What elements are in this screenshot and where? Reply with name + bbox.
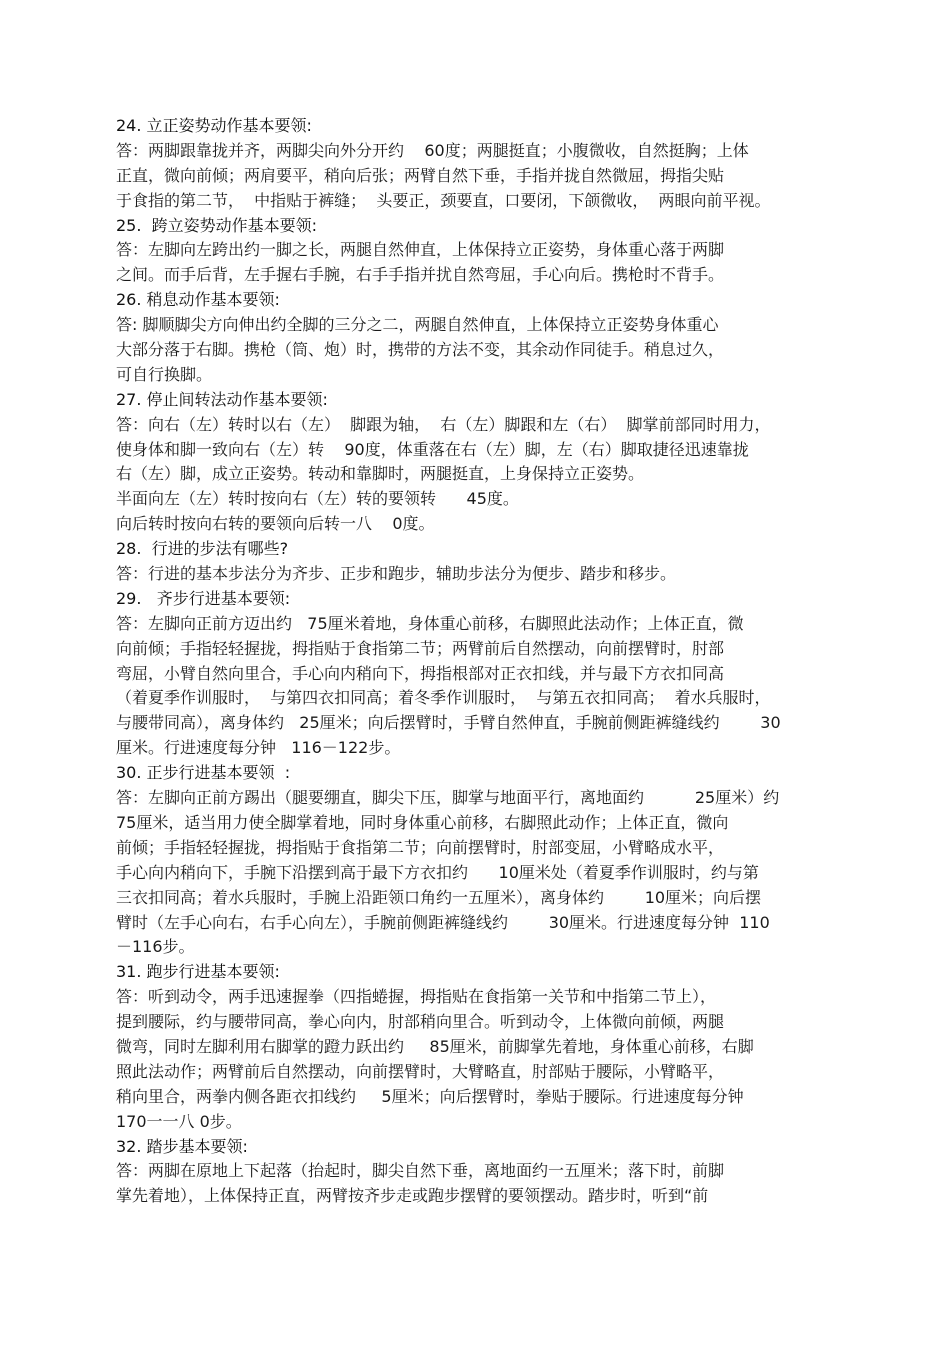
answer-line: 前倾；手指轻轻握拢，拇指贴于食指第二节；向前摆臂时，肘部变屈，小臂略成水平，	[116, 837, 725, 857]
answer-line: 稍向里合，两拳内侧各距衣扣线约 5厘米；向后摆臂时，拳贴于腰际。行进速度每分钟	[116, 1086, 744, 1106]
answer-line: 手心向内稍向下，手腕下沿摆到高于最下方衣扣约 10厘米处（着夏季作训服时，约与第	[116, 862, 759, 882]
answer-line: 半面向左（左）转时按向右（左）转的要领转 45度。	[116, 489, 519, 509]
answer-line: 微弯，同时左脚利用右脚掌的蹬力跃出约 85厘米，前脚掌先着地，身体重心前移，右脚	[116, 1036, 754, 1056]
answer-line: 与腰带同高），离身体约 25厘米；向后摆臂时，手臂自然伸直，手腕前侧距裤缝线约 30	[116, 713, 781, 733]
answer-line: 提到腰际，约与腰带同高，拳心向内，肘部稍向里合。听到动令，上体微向前倾，两腿	[116, 1012, 725, 1032]
answer-line: 向后转时按向右转的要领向后转一八 0度。	[116, 514, 435, 534]
answer-line: 答: 脚顺脚尖方向伸出约全脚的三分之二，两腿自然伸直，上体保持立正姿势身体重心	[116, 315, 719, 335]
answer-line: 可自行换脚。	[116, 364, 213, 384]
question-heading-30: 30. 正步行进基本要领 :	[116, 763, 291, 783]
answer-line: 于食指的第二节， 中指贴于裤缝； 头要正，颈要直，口要闭，下颌微收， 两眼向前平视。	[116, 190, 771, 210]
question-heading-29: 29. 齐步行进基本要领:	[116, 588, 291, 608]
question-heading-28: 28. 行进的步法有哪些?	[116, 539, 289, 559]
question-heading-27: 27. 停止间转法动作基本要领:	[116, 389, 328, 409]
answer-line: 75厘米，适当用力使全脚掌着地，同时身体重心前移，右脚照此动作；上体正直，微向	[116, 812, 729, 832]
answer-line: 掌先着地），上体保持正直，两臂按齐步走或跑步摆臂的要领摆动。踏步时，听到“前	[116, 1186, 709, 1206]
answer-line: 三衣扣同高；着水兵服时，手腕上沿距领口角约一五厘米），离身体约 10厘米；向后摆	[116, 887, 762, 907]
answer-line: 答：两脚在原地上下起落（抬起时，脚尖自然下垂，离地面约一五厘米；落下时，前脚	[116, 1161, 725, 1181]
answer-line: 答：左脚向左跨出约一脚之长，两腿自然伸直，上体保持立正姿势，身体重心落于两脚	[116, 240, 725, 260]
answer-line: 弯屈，小臂自然向里合，手心向内稍向下，拇指根部对正衣扣线，并与最下方衣扣同高	[116, 663, 725, 683]
answer-line: 使身体和脚一致向右（左）转 90度，体重落在右（左）脚，左（右）脚取捷径迅速靠拢	[116, 439, 749, 459]
answer-line: （着夏季作训服时， 与第四衣扣同高；着冬季作训服时， 与第五衣扣同高； 着水兵服时，	[116, 688, 771, 708]
answer-line: 正直，微向前倾；两肩要平，稍向后张；两臂自然下垂，手指并拢自然微屈，拇指尖贴	[116, 165, 725, 185]
answer-line: 厘米。行进速度每分钟 116－122步。	[116, 738, 401, 758]
answer-line: 答：听到动令，两手迅速握拳（四指蜷握，拇指贴在食指第一关节和中指第二节上），	[116, 987, 717, 1007]
answer-line: 向前倾；手指轻轻握拢，拇指贴于食指第二节；两臂前后自然摆动，向前摆臂时，肘部	[116, 638, 725, 658]
answer-line: －116步。	[116, 937, 195, 957]
question-heading-26: 26. 稍息动作基本要领:	[116, 290, 280, 310]
answer-line: 照此法动作；两臂前后自然摆动，向前摆臂时，大臂略直，肘部贴于腰际，小臂略平，	[116, 1061, 725, 1081]
answer-line: 右（左）脚，成立正姿势。转动和靠脚时，两腿挺直，上身保持立正姿势。	[116, 464, 645, 484]
answer-line: 答：向右（左）转时以右（左） 脚跟为轴， 右（左）脚跟和左（右） 脚掌前部同时用力，	[116, 414, 771, 434]
answer-line: 答：左脚向正前方迈出约 75厘米着地，身体重心前移，右脚照此法动作；上体正直，微	[116, 613, 744, 633]
question-heading-31: 31. 跑步行进基本要领:	[116, 962, 280, 982]
answer-line: 答：左脚向正前方踢出（腿要绷直，脚尖下压，脚掌与地面平行，离地面约 25厘米）约	[116, 788, 780, 808]
document-body	[116, 114, 846, 1209]
question-heading-25: 25. 跨立姿势动作基本要领:	[116, 215, 318, 235]
question-heading-32: 32. 踏步基本要领:	[116, 1136, 248, 1156]
answer-line: 170一一八 0步。	[116, 1111, 242, 1131]
answer-line: 大部分落于右脚。携枪（筒、炮）时，携带的方法不变，其余动作同徒手。稍息过久，	[116, 340, 725, 360]
question-heading-24: 24. 立正姿势动作基本要领:	[116, 116, 312, 135]
answer-line: 答：两脚跟靠拢并齐，两脚尖向外分开约 60度；两腿挺直；小腹微收，自然挺胸；上体	[116, 140, 749, 160]
answer-line: 答：行进的基本步法分为齐步、正步和跑步，辅助步法分为便步、踏步和移步。	[116, 564, 677, 584]
answer-line: 之间。而手后背，左手握右手腕，右手手指并扰自然弯屈，手心向后。携枪时不背手。	[116, 265, 725, 285]
answer-line: 臂时（左手心向右，右手心向左），手腕前侧距裤缝线约 30厘米。行进速度每分钟 110	[116, 912, 770, 932]
